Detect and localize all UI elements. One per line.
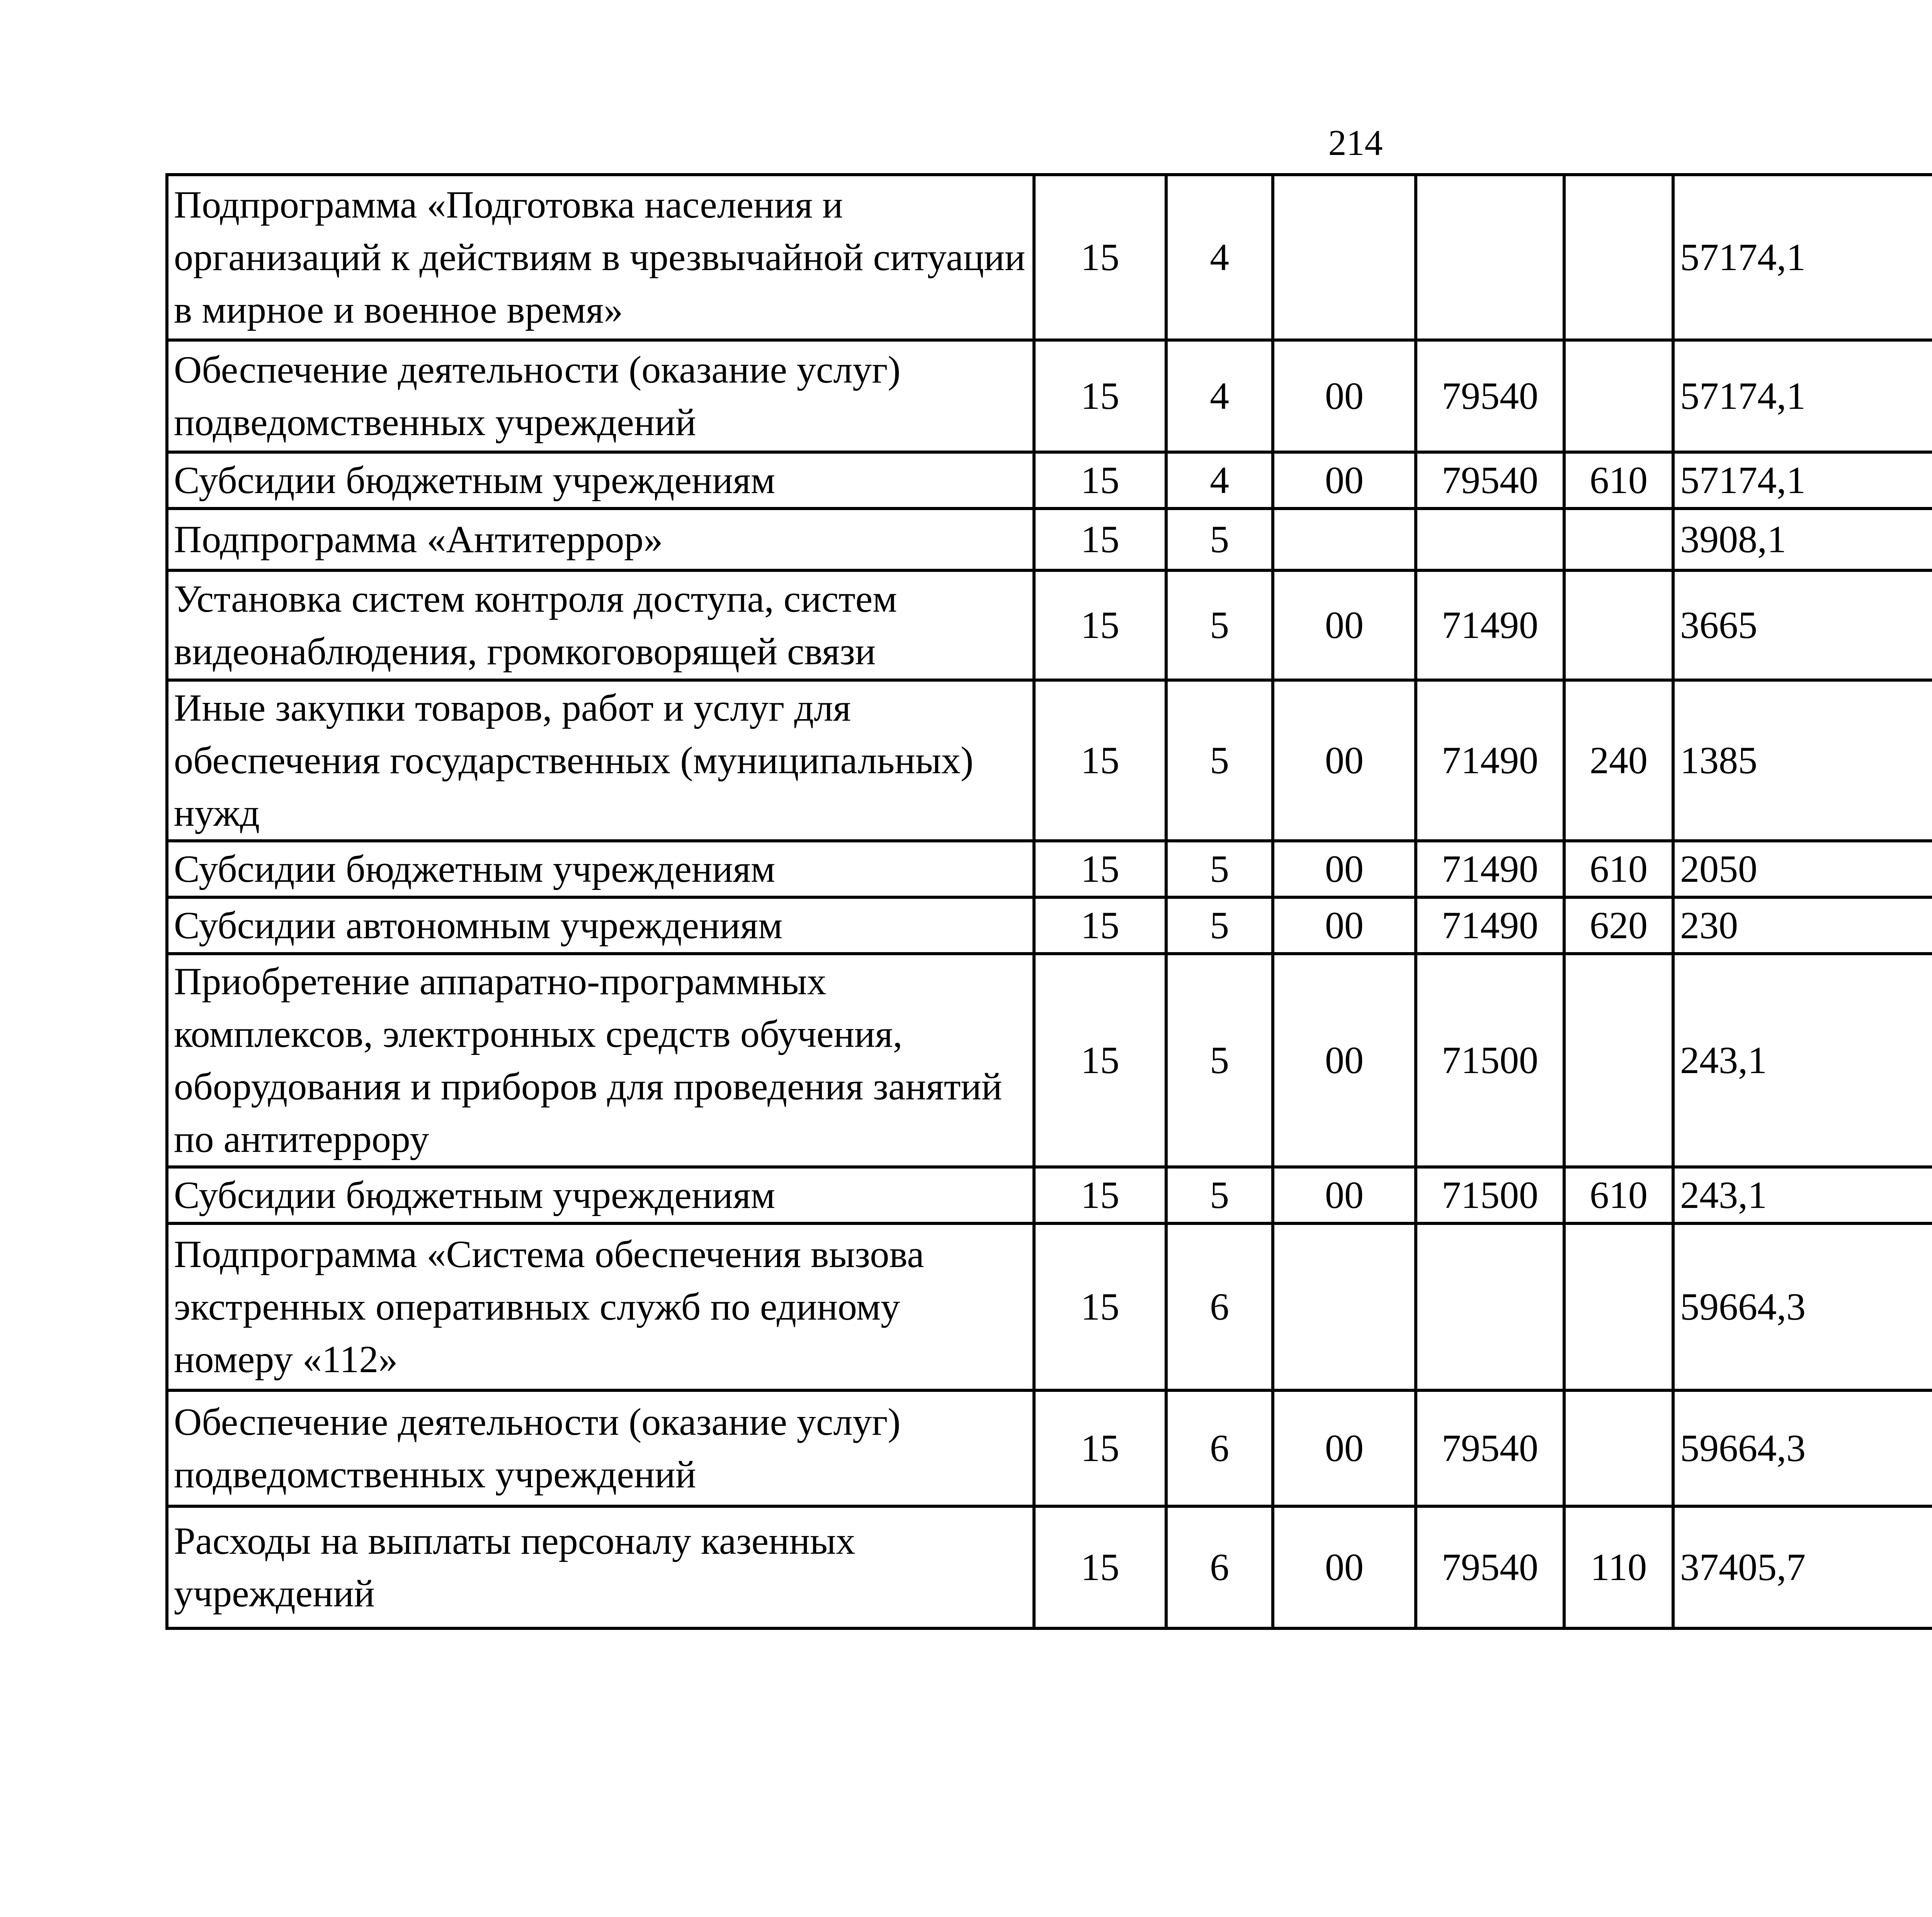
code-col-3-cell: 00 xyxy=(1273,680,1416,841)
amount-year-1-cell: 3908,1 xyxy=(1673,509,1932,570)
amount-year-1-cell: 37405,7 xyxy=(1673,1506,1932,1628)
code-col-1-cell: 15 xyxy=(1034,340,1166,452)
page-number: 214 xyxy=(1328,123,1383,163)
amount-year-1-cell: 2050 xyxy=(1673,841,1932,897)
code-col-3-cell: 00 xyxy=(1273,954,1416,1167)
amount-year-1-cell: 57174,1 xyxy=(1673,175,1932,340)
amount-year-1-cell: 230 xyxy=(1673,897,1932,954)
code-col-4-cell xyxy=(1416,175,1564,340)
code-col-5-cell xyxy=(1564,509,1673,570)
amount-year-1-cell: 1385 xyxy=(1673,680,1932,841)
amount-year-1-cell: 243,1 xyxy=(1673,954,1932,1167)
amount-year-1-cell: 3665 xyxy=(1673,570,1932,680)
code-col-1-cell: 15 xyxy=(1034,1167,1166,1223)
table-row xyxy=(167,175,1932,340)
row-name-cell: Подпрограмма «Антитеррор» xyxy=(167,509,1034,570)
code-col-3-cell: 00 xyxy=(1273,841,1416,897)
code-col-3-cell: 00 xyxy=(1273,1506,1416,1628)
table-row xyxy=(167,841,1932,897)
code-col-5-cell: 610 xyxy=(1564,1167,1673,1223)
code-col-2-cell: 4 xyxy=(1166,175,1273,340)
code-col-3-cell: 00 xyxy=(1273,570,1416,680)
table-row xyxy=(167,570,1932,680)
code-col-1-cell: 15 xyxy=(1034,841,1166,897)
code-col-4-cell: 71490 xyxy=(1416,841,1564,897)
code-col-5-cell xyxy=(1564,340,1673,452)
code-col-2-cell: 6 xyxy=(1166,1390,1273,1506)
code-col-3-cell: 00 xyxy=(1273,452,1416,509)
code-col-2-cell: 4 xyxy=(1166,340,1273,452)
code-col-3-cell: 00 xyxy=(1273,1167,1416,1223)
code-col-2-cell: 5 xyxy=(1166,570,1273,680)
code-col-2-cell: 5 xyxy=(1166,954,1273,1167)
code-col-5-cell xyxy=(1564,1223,1673,1390)
code-col-2-cell: 5 xyxy=(1166,841,1273,897)
code-col-5-cell xyxy=(1564,954,1673,1167)
code-col-4-cell: 71500 xyxy=(1416,1167,1564,1223)
row-name-cell: Субсидии бюджетным учреждениям xyxy=(167,452,1034,509)
code-col-3-cell: 00 xyxy=(1273,340,1416,452)
amount-year-1-cell: 59664,3 xyxy=(1673,1223,1932,1390)
code-col-4-cell: 79540 xyxy=(1416,340,1564,452)
row-name-cell: Приобретение аппаратно-программных комплексов, электронных средств обучения, оборудования и приборов для проведения занятий по антитеррору xyxy=(167,954,1034,1167)
code-col-2-cell: 6 xyxy=(1166,1223,1273,1390)
code-col-1-cell: 15 xyxy=(1034,570,1166,680)
code-col-1-cell: 15 xyxy=(1034,1390,1166,1506)
code-col-5-cell: 610 xyxy=(1564,452,1673,509)
code-col-4-cell xyxy=(1416,509,1564,570)
table-row xyxy=(167,1223,1932,1390)
table-row xyxy=(167,954,1932,1167)
code-col-5-cell xyxy=(1564,1390,1673,1506)
code-col-3-cell xyxy=(1273,175,1416,340)
amount-year-1-cell: 57174,1 xyxy=(1673,340,1932,452)
code-col-2-cell: 5 xyxy=(1166,897,1273,954)
code-col-3-cell: 00 xyxy=(1273,1390,1416,1506)
row-name-cell: Подпрограмма «Подготовка населения и организаций к действиям в чрезвычайной ситуации в мирное и военное время» xyxy=(167,175,1034,340)
code-col-2-cell: 5 xyxy=(1166,509,1273,570)
code-col-4-cell: 71500 xyxy=(1416,954,1564,1167)
amount-year-1-cell: 59664,3 xyxy=(1673,1390,1932,1506)
table-row xyxy=(167,1390,1932,1506)
code-col-1-cell: 15 xyxy=(1034,897,1166,954)
row-name-cell: Расходы на выплаты персоналу казенных учреждений xyxy=(167,1506,1034,1628)
row-name-cell: Обеспечение деятельности (оказание услуг) подведомственных учреждений xyxy=(167,340,1034,452)
amount-year-1-cell: 243,1 xyxy=(1673,1167,1932,1223)
table-row xyxy=(167,509,1932,570)
row-name-cell: Обеспечение деятельности (оказание услуг) подведомственных учреждений xyxy=(167,1390,1034,1506)
code-col-1-cell: 15 xyxy=(1034,452,1166,509)
amount-year-1-cell: 57174,1 xyxy=(1673,452,1932,509)
code-col-1-cell: 15 xyxy=(1034,175,1166,340)
code-col-5-cell xyxy=(1564,175,1673,340)
code-col-2-cell: 5 xyxy=(1166,680,1273,841)
code-col-5-cell: 110 xyxy=(1564,1506,1673,1628)
code-col-4-cell: 71490 xyxy=(1416,680,1564,841)
code-col-1-cell: 15 xyxy=(1034,680,1166,841)
code-col-3-cell: 00 xyxy=(1273,897,1416,954)
code-col-4-cell xyxy=(1416,1223,1564,1390)
code-col-4-cell: 79540 xyxy=(1416,1390,1564,1506)
code-col-5-cell: 610 xyxy=(1564,841,1673,897)
row-name-cell: Субсидии бюджетным учреждениям xyxy=(167,1167,1034,1223)
code-col-4-cell: 79540 xyxy=(1416,452,1564,509)
code-col-1-cell: 15 xyxy=(1034,1506,1166,1628)
code-col-1-cell: 15 xyxy=(1034,1223,1166,1390)
code-col-2-cell: 6 xyxy=(1166,1506,1273,1628)
row-name-cell: Субсидии автономным учреждениям xyxy=(167,897,1034,954)
row-name-cell: Установка систем контроля доступа, систем видеонаблюдения, громкоговорящей связи xyxy=(167,570,1034,680)
code-col-3-cell xyxy=(1273,1223,1416,1390)
code-col-4-cell: 71490 xyxy=(1416,897,1564,954)
row-name-cell: Подпрограмма «Система обеспечения вызова экстренных оперативных служб по единому номеру «112» xyxy=(167,1223,1034,1390)
table-row xyxy=(167,680,1932,841)
row-name-cell: Субсидии бюджетным учреждениям xyxy=(167,841,1034,897)
code-col-4-cell: 71490 xyxy=(1416,570,1564,680)
table-row xyxy=(167,452,1932,509)
table-row xyxy=(167,1506,1932,1628)
code-col-3-cell xyxy=(1273,509,1416,570)
row-name-cell: Иные закупки товаров, работ и услуг для обеспечения государственных (муниципальных) нужд xyxy=(167,680,1034,841)
code-col-2-cell: 4 xyxy=(1166,452,1273,509)
code-col-4-cell: 79540 xyxy=(1416,1506,1564,1628)
code-col-1-cell: 15 xyxy=(1034,954,1166,1167)
code-col-5-cell: 620 xyxy=(1564,897,1673,954)
table-row xyxy=(167,897,1932,954)
code-col-2-cell: 5 xyxy=(1166,1167,1273,1223)
code-col-1-cell: 15 xyxy=(1034,509,1166,570)
code-col-5-cell: 240 xyxy=(1564,680,1673,841)
table-row xyxy=(167,1167,1932,1223)
table-body xyxy=(167,175,1932,1628)
budget-table xyxy=(165,173,1932,1630)
table-row xyxy=(167,340,1932,452)
code-col-5-cell xyxy=(1564,570,1673,680)
